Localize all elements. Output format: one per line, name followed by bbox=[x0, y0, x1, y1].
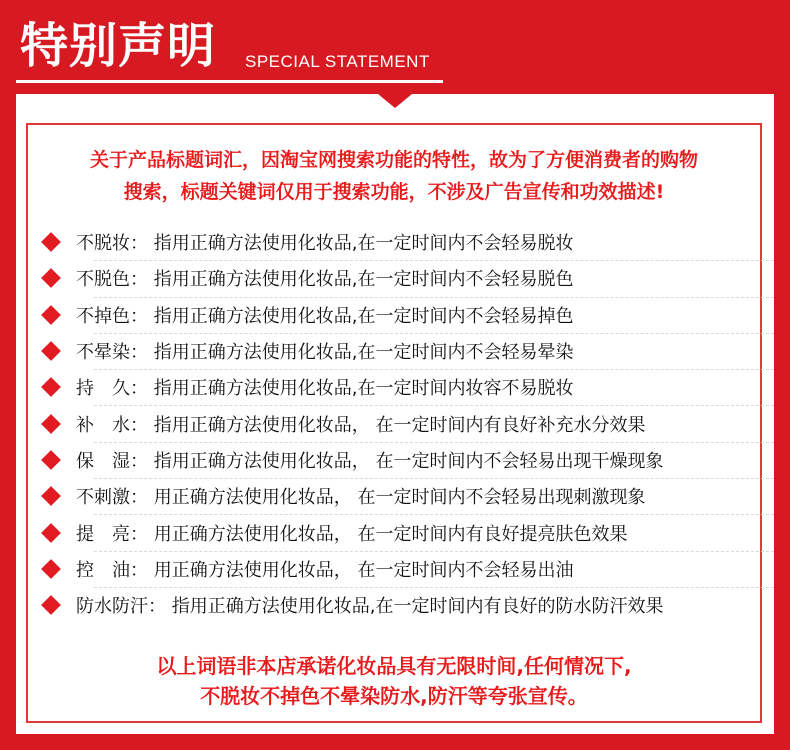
diamond-bullet-icon bbox=[41, 305, 61, 325]
list-item bbox=[40, 224, 770, 260]
intro-line-2: 搜索，标题关键词仅用于搜索功能，不涉及广告宣传和功效描述! bbox=[123, 181, 665, 203]
row-separator bbox=[94, 442, 774, 443]
term-list bbox=[40, 224, 770, 623]
list-item-text: 不脱色： 指用正确方法使用化妆品,在一定时间内不会轻易脱色 bbox=[76, 269, 574, 291]
diamond-bullet-icon bbox=[41, 559, 61, 579]
list-item-text: 提 亮： 用正确方法使用化妆品， 在一定时间内有良好提亮肤色效果 bbox=[76, 523, 628, 545]
list-item bbox=[40, 297, 770, 333]
diamond-bullet-icon bbox=[41, 595, 61, 615]
diamond-bullet-icon bbox=[41, 450, 61, 470]
diamond-bullet-icon bbox=[41, 414, 61, 434]
list-item-text: 持 久： 指用正确方法使用化妆品,在一定时间内妆容不易脱妆 bbox=[76, 378, 574, 400]
row-separator bbox=[94, 405, 774, 406]
intro-line-1: 关于产品标题词汇，因淘宝网搜索功能的特性，故为了方便消费者的购物 bbox=[89, 149, 698, 171]
statement-panel bbox=[16, 94, 774, 734]
row-separator bbox=[94, 297, 774, 298]
list-item-text: 控 油： 用正确方法使用化妆品， 在一定时间内不会轻易出油 bbox=[76, 559, 574, 581]
footer-note bbox=[44, 651, 744, 711]
list-item bbox=[40, 405, 770, 441]
list-item-text: 防水防汗： 指用正确方法使用化妆品,在一定时间内有良好的防水防汗效果 bbox=[76, 596, 664, 618]
list-item-text: 不脱妆： 指用正确方法使用化妆品,在一定时间内不会轻易脱妆 bbox=[76, 233, 574, 255]
intro-text bbox=[44, 144, 744, 208]
diamond-bullet-icon bbox=[41, 486, 61, 506]
diamond-bullet-icon bbox=[41, 377, 61, 397]
notch-triangle-icon bbox=[378, 94, 412, 108]
list-item-text: 保 湿： 指用正确方法使用化妆品， 在一定时间内不会轻易出现干燥现象 bbox=[76, 450, 664, 472]
list-item-text: 不刺激： 用正确方法使用化妆品， 在一定时间内不会轻易出现刺激现象 bbox=[76, 487, 646, 509]
footer-line-1: 以上词语非本店承诺化妆品具有无限时间,任何情况下, bbox=[156, 654, 632, 678]
row-separator bbox=[94, 333, 774, 334]
footer-line-2: 不脱妆不掉色不晕染防水,防汗等夸张宣传。 bbox=[200, 684, 588, 708]
diamond-bullet-icon bbox=[41, 523, 61, 543]
list-item bbox=[40, 514, 770, 550]
list-item-text: 补 水： 指用正确方法使用化妆品， 在一定时间内有良好补充水分效果 bbox=[76, 414, 646, 436]
title-underline bbox=[16, 80, 443, 83]
list-item bbox=[40, 369, 770, 405]
list-item-text: 不晕染： 指用正确方法使用化妆品,在一定时间内不会轻易晕染 bbox=[76, 342, 574, 364]
list-item bbox=[40, 333, 770, 369]
list-item-text: 不掉色： 指用正确方法使用化妆品,在一定时间内不会轻易掉色 bbox=[76, 305, 574, 327]
row-separator bbox=[94, 260, 774, 261]
row-separator bbox=[94, 478, 774, 479]
diamond-bullet-icon bbox=[41, 232, 61, 252]
header-banner bbox=[0, 0, 790, 100]
list-item bbox=[40, 478, 770, 514]
list-item bbox=[40, 260, 770, 296]
list-item bbox=[40, 551, 770, 587]
diamond-bullet-icon bbox=[41, 269, 61, 289]
list-item bbox=[40, 587, 770, 623]
row-separator bbox=[94, 514, 774, 515]
row-separator bbox=[94, 551, 774, 552]
page-title: 特别声明 bbox=[20, 18, 217, 74]
row-separator bbox=[94, 369, 774, 370]
page-subtitle-en: SPECIAL STATEMENT bbox=[245, 52, 430, 71]
row-separator bbox=[94, 587, 774, 588]
diamond-bullet-icon bbox=[41, 341, 61, 361]
list-item bbox=[40, 442, 770, 478]
